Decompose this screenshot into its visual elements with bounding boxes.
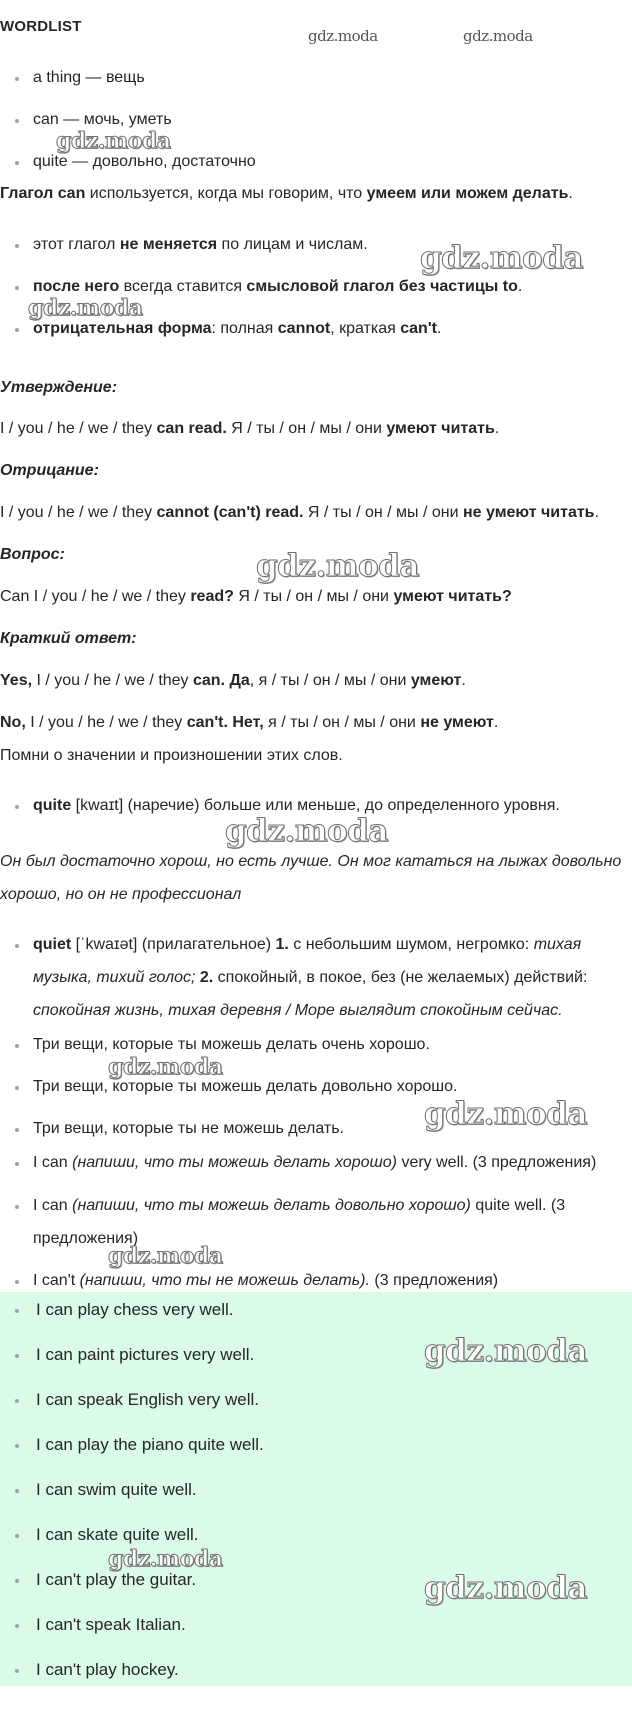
bullet: [15, 1534, 19, 1538]
bullet: [15, 1579, 19, 1583]
task-item: I can (напиши, что ты можешь делать довольно хорошо) quite well. (3: [33, 1197, 566, 1214]
bullet: [15, 286, 19, 290]
watermark: gdz.moda: [424, 1333, 587, 1369]
answer-item: I can play chess very well.: [36, 1300, 234, 1319]
bullet: [15, 1044, 19, 1048]
wordlist-item: quite — довольно, достаточно: [33, 153, 256, 170]
bullet: [15, 1280, 19, 1284]
answer-item: I can play the piano quite well.: [36, 1435, 264, 1454]
rule-point: отрицательная форма: полная cannot, краткая can't.: [33, 320, 442, 337]
quiet-example: спокойная жизнь, тихая деревня / Море выглядит спокойным сейчас.: [33, 1002, 563, 1019]
short-answer-no: No, I / you / he / we / they can't. Нет, я / ты / он / мы / они не умеют.: [0, 714, 499, 731]
wordlist-item: can — мочь, уметь: [33, 111, 172, 128]
quiet-definition: музыка, тихий голос; 2. спокойный, в покое, без (не желаемых) действий:: [33, 969, 588, 986]
bullet: [15, 119, 19, 123]
watermark: gdz.moda: [56, 128, 171, 154]
watermark: gdz.moda: [463, 27, 533, 45]
watermark: gdz.moda: [424, 1096, 587, 1132]
affirmative-example: I / you / he / we / they can read. Я / ты / он / мы / они умеют читать.: [0, 420, 500, 437]
wordlist-heading: WORDLIST: [0, 18, 82, 35]
bullet: [15, 1309, 19, 1313]
bullet: [15, 1205, 19, 1209]
task-item: Три вещи, которые ты не можешь делать.: [33, 1120, 344, 1137]
answer-item: I can paint pictures very well.: [36, 1345, 255, 1364]
task-item-continuation: предложения): [33, 1230, 139, 1247]
answer-item: I can't speak Italian.: [36, 1615, 186, 1634]
quite-definition: quite [kwaɪt] (наречие) больше или меньше, до определенного уровня.: [33, 797, 560, 814]
answer-item: I can skate quite well.: [36, 1525, 199, 1544]
bullet: [15, 944, 19, 948]
answer-item: I can't play hockey.: [36, 1660, 179, 1679]
watermark: gdz.moda: [225, 813, 388, 849]
task-item: I can (напиши, что ты можешь делать хорошо) very well. (3 предложения): [33, 1154, 597, 1171]
answer-item: I can speak English very well.: [36, 1390, 259, 1409]
watermark: gdz.moda: [108, 1054, 223, 1080]
bullet: [15, 1354, 19, 1358]
question-label: Вопрос:: [0, 546, 65, 563]
watermark: gdz.moda: [424, 1570, 587, 1606]
remember-text: Помни о значении и произношении этих слов.: [0, 747, 343, 764]
wordlist-item: a thing — вещь: [33, 69, 145, 86]
task-item: I can't (напиши, что ты не можешь делать). (3 предложения): [33, 1272, 499, 1289]
rule-point: этот глагол не меняется по лицам и числам.: [33, 236, 368, 253]
bullet: [15, 805, 19, 809]
bullet: [15, 1399, 19, 1403]
negative-example: I / you / he / we / they cannot (can't) read. Я / ты / он / мы / они не умеют читать.: [0, 504, 599, 521]
bullet: [15, 77, 19, 81]
bullet: [15, 161, 19, 165]
watermark: gdz.moda: [108, 1243, 223, 1269]
bullet: [15, 1489, 19, 1493]
watermark: gdz.moda: [308, 27, 378, 45]
task-item: Три вещи, которые ты можешь делать довольно хорошо.: [33, 1078, 458, 1095]
negative-label: Отрицание:: [0, 462, 99, 479]
quite-example: Он был достаточно хорош, но есть лучше. Он мог кататься на лыжах довольно: [0, 853, 622, 870]
short-answer-label: Краткий ответ:: [0, 630, 137, 647]
bullet: [15, 328, 19, 332]
watermark: gdz.moda: [28, 295, 143, 321]
short-answer-yes: Yes, I / you / he / we / they can. Да, я / ты / он / мы / они умеют.: [0, 672, 466, 689]
bullet: [15, 1128, 19, 1132]
watermark: gdz.moda: [256, 548, 419, 584]
rule-intro: Глагол can используется, когда мы говорим, что умеем или можем делать.: [0, 185, 573, 202]
question-example: Can I / you / he / we / they read? Я / ты / он / мы / они умеют читать?: [0, 588, 512, 605]
task-item: Три вещи, которые ты можешь делать очень хорошо.: [33, 1036, 430, 1053]
watermark: gdz.moda: [108, 1546, 223, 1572]
rule-point: после него всегда ставится смысловой глагол без частицы to.: [33, 278, 523, 295]
bullet: [15, 1162, 19, 1166]
quite-example: хорошо, но он не профессионал: [0, 886, 242, 903]
affirmative-label: Утверждение:: [0, 379, 118, 396]
bullet: [15, 1086, 19, 1090]
bullet: [15, 1624, 19, 1628]
bullet: [15, 1669, 19, 1673]
watermark: gdz.moda: [420, 240, 583, 276]
quiet-definition: quiet [ˈkwaɪət] (прилагательное) 1. с небольшим шумом, негромко: тихая: [33, 936, 582, 953]
answer-item: I can swim quite well.: [36, 1480, 197, 1499]
bullet: [15, 1444, 19, 1448]
answer-item: I can't play the guitar.: [36, 1570, 197, 1589]
bullet: [15, 244, 19, 248]
